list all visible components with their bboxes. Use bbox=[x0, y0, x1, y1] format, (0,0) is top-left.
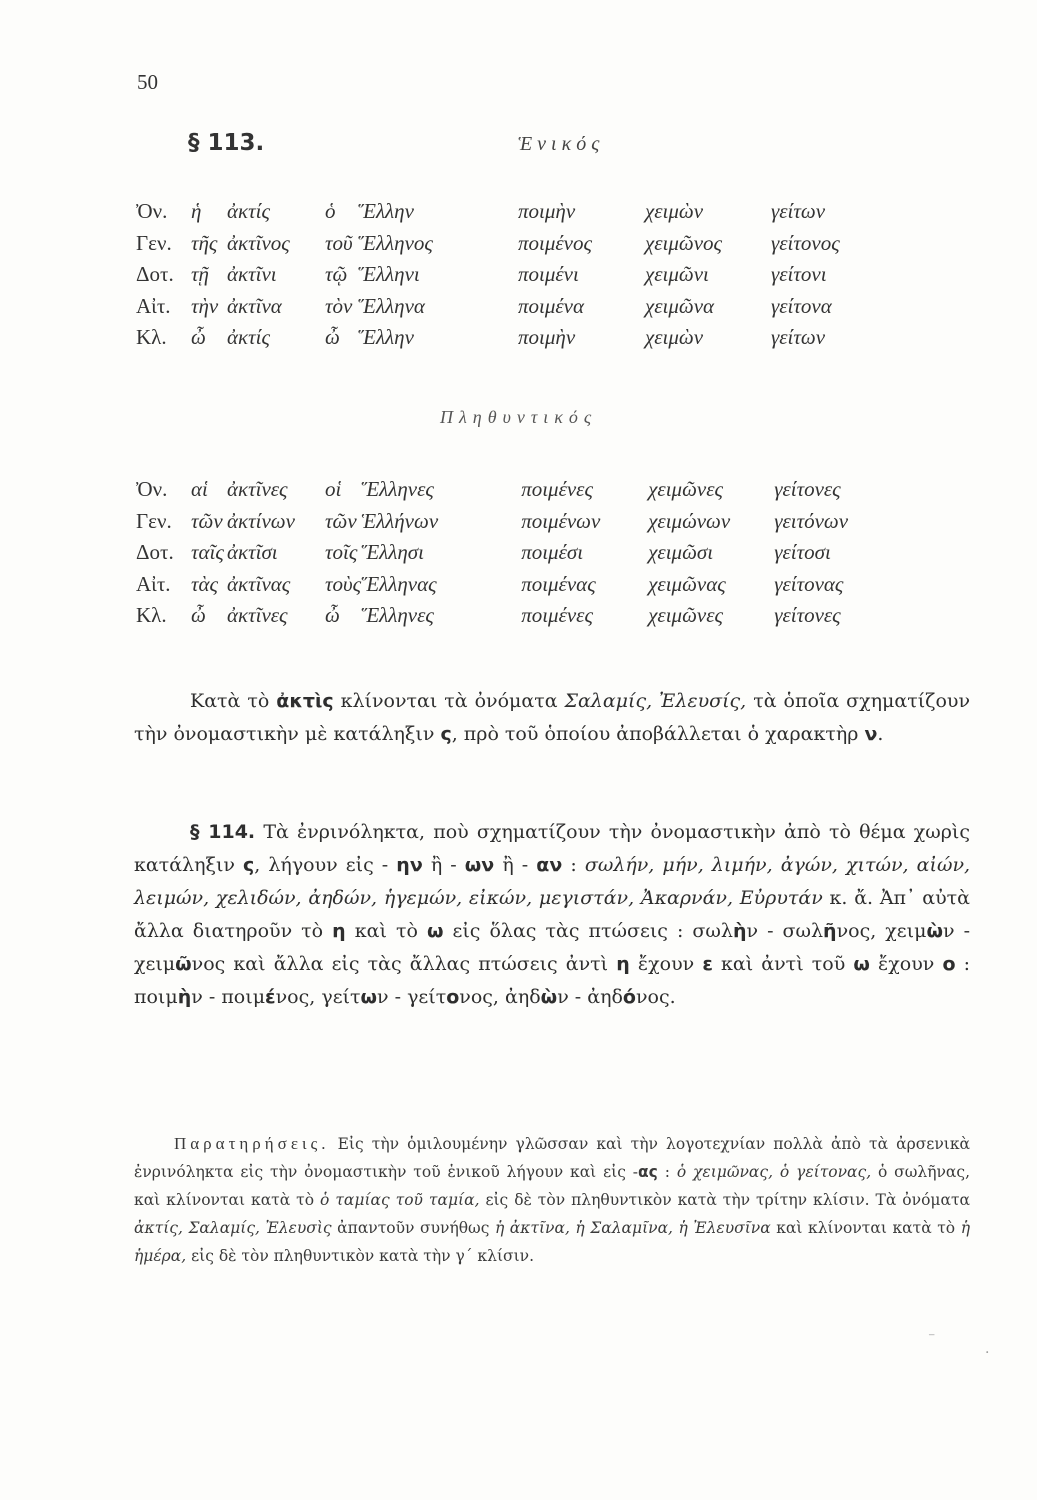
text: εἰς δὲ τὸν πληθυντικὸν κατὰ τὴν γ΄ κλίσιν. bbox=[186, 1247, 535, 1265]
declension-form: ἀκτῖνες bbox=[227, 477, 288, 502]
bold-term: ων bbox=[464, 854, 495, 876]
bold-term: ν bbox=[864, 723, 878, 745]
bold-term: η bbox=[616, 953, 630, 975]
declension-form: ποιμὴν bbox=[518, 199, 576, 224]
declension-form: χειμῶσι bbox=[648, 540, 714, 565]
page-number: 50 bbox=[137, 70, 158, 94]
case-label: Γεν. bbox=[136, 508, 172, 533]
declension-form: ποιμένες bbox=[521, 603, 593, 628]
declension-form: χειμὼν bbox=[645, 325, 704, 350]
declension-form: αἱ bbox=[191, 477, 208, 502]
bold-term: ὼ bbox=[540, 986, 558, 1008]
text: ν - χειμ bbox=[134, 920, 970, 975]
declension-form: χειμῶνι bbox=[645, 262, 709, 287]
text: Εἰς τὴν ὁμιλουμένην γλῶσσαν καὶ τὴν λογοτεχνίαν πολλὰ ἀπὸ τὰ ἀρσενικὰ ἐνρινόληκτα εἰς τὴν ὀνομαστικὴν τοῦ ἑνικοῦ λήγουν καὶ εἰς - bbox=[134, 1135, 970, 1181]
scan-speck: ⁻ bbox=[928, 1330, 936, 1346]
declension-form: Ἑλλήνων bbox=[361, 508, 439, 533]
bold-term: ὴ bbox=[732, 920, 747, 942]
text: νος καὶ ἄλλα εἰς τὰς ἄλλας πτώσεις ἀντὶ bbox=[191, 953, 617, 975]
bold-term: ἀκτὶς bbox=[276, 690, 334, 712]
italic-examples: σωλήν, μήν, λιμήν, ἀγών, χιτών, αἰών, λειμών, χελιδών, ἀηδών, ἡγεμών, εἰκών, μεγιστάν, Ἀκαρνάν, Εὐρυτάν bbox=[134, 854, 971, 909]
text: ἀπαντοῦν συνήθως bbox=[331, 1219, 495, 1237]
text: ἔχουν bbox=[629, 953, 703, 975]
bold-term: ω bbox=[853, 953, 870, 975]
declension-form: ἀκτίς bbox=[227, 325, 270, 350]
bold-term: ω bbox=[426, 920, 444, 942]
case-label: Κλ. bbox=[136, 603, 167, 628]
text: , λήγουν εἰς - bbox=[254, 854, 397, 876]
declension-form: ποιμένος bbox=[518, 230, 593, 255]
declension-form: ἀκτῖνες bbox=[227, 603, 288, 628]
text: κ. ἄ. Ἀπ᾿ αὐτὰ ἄλλα διατηροῦν τὸ bbox=[134, 887, 971, 942]
text: ἢ - bbox=[422, 854, 465, 876]
text: καὶ τὸ bbox=[345, 920, 427, 942]
bold-term: ην bbox=[396, 854, 423, 876]
declension-form: ποιμένων bbox=[521, 508, 601, 533]
italic-examples: ὁ χειμῶνας, ὁ γείτονας, bbox=[676, 1163, 872, 1181]
text: καὶ ἀντὶ τοῦ bbox=[712, 953, 854, 975]
declension-form: ἡ bbox=[191, 199, 202, 224]
declension-form: οἱ bbox=[325, 477, 342, 502]
bold-term: έ bbox=[265, 986, 276, 1008]
bold-term: ῆ bbox=[823, 920, 837, 942]
section-number: § 113. bbox=[188, 130, 265, 156]
text: νος, χειμ bbox=[836, 920, 927, 942]
italic-examples: ὁ ταμίας τοῦ ταμία, bbox=[320, 1191, 480, 1209]
bold-term: ω bbox=[360, 986, 378, 1008]
text: , πρὸ τοῦ ὁποίου ἀποβάλλεται ὁ χαρακτὴρ bbox=[451, 723, 865, 745]
singular-declension-table bbox=[136, 196, 891, 354]
text: ἔχουν bbox=[869, 953, 943, 975]
declension-form: γείτων bbox=[771, 199, 826, 224]
section-number-114: § 114. bbox=[190, 821, 256, 843]
declension-form: τοῖς bbox=[325, 540, 358, 565]
declension-form: ὦ bbox=[325, 325, 340, 350]
case-label: Ὀν. bbox=[136, 199, 168, 224]
bold-term: ο bbox=[446, 986, 460, 1008]
case-label: Αἰτ. bbox=[136, 571, 171, 596]
declension-form: γείτονος bbox=[771, 230, 840, 255]
text: νος, ἀηδ bbox=[459, 986, 541, 1008]
text: : ποιμ bbox=[134, 953, 971, 1008]
declension-form: γείτονες bbox=[774, 477, 841, 502]
declension-form: τῷ bbox=[325, 262, 348, 287]
italic-examples: ἡ ἡμέρα, bbox=[134, 1219, 970, 1265]
declension-form: Ἕλλην bbox=[358, 325, 414, 350]
declension-form: ἀκτίνων bbox=[227, 508, 295, 533]
case-label: Ὀν. bbox=[136, 477, 168, 502]
declension-form: γείτων bbox=[771, 325, 826, 350]
case-label: Κλ. bbox=[136, 325, 167, 350]
declension-row bbox=[136, 600, 894, 632]
declension-form: τῶν bbox=[325, 508, 357, 533]
text: Κατὰ τὸ bbox=[190, 690, 277, 712]
declension-form: ποιμένι bbox=[518, 262, 579, 287]
declension-form: χειμώνων bbox=[648, 508, 731, 533]
declension-form: τῆς bbox=[191, 230, 218, 255]
declension-form: ὦ bbox=[325, 603, 340, 628]
declension-form: γείτονι bbox=[771, 262, 827, 287]
declension-form: γειτόνων bbox=[774, 508, 849, 533]
declension-form: τὴν bbox=[191, 293, 219, 318]
text: κλίνονται τὰ ὀνόματα bbox=[333, 690, 565, 712]
declension-form: χειμῶνα bbox=[645, 293, 715, 318]
text: : bbox=[657, 1163, 677, 1181]
declension-row bbox=[136, 259, 891, 291]
declension-form: γείτονες bbox=[774, 603, 841, 628]
text: ἢ - bbox=[494, 854, 537, 876]
declension-form: ὦ bbox=[191, 603, 206, 628]
bold-term: ε bbox=[702, 953, 713, 975]
declension-form: ἀκτῖνος bbox=[227, 230, 290, 255]
declension-form: γείτονα bbox=[771, 293, 832, 318]
declension-form: Ἕλλην bbox=[358, 199, 414, 224]
declension-row bbox=[136, 228, 891, 260]
declension-form: Ἕλληνα bbox=[358, 293, 425, 318]
notes-paragraph bbox=[134, 1130, 970, 1270]
singular-title: Ἑνικός bbox=[518, 133, 605, 155]
declension-form: τὰς bbox=[191, 571, 219, 596]
plural-title: Πληθυντικός bbox=[440, 407, 598, 427]
declension-form: ὦ bbox=[191, 325, 206, 350]
declension-form: τὸν bbox=[325, 293, 353, 318]
italic-examples: ἡ ἀκτῖνα, ἡ Σαλαμῖνα, ἡ Ἐλευσῖνα bbox=[494, 1219, 771, 1237]
bold-term: αν bbox=[536, 854, 563, 876]
scan-speck: · bbox=[985, 1345, 990, 1361]
italic-examples: Σαλαμίς, Ἐλευσίς, bbox=[564, 690, 747, 712]
declension-form: ἀκτίς bbox=[227, 199, 270, 224]
text: ν - ἀηδ bbox=[557, 986, 623, 1008]
declension-form: Ἕλληνας bbox=[361, 571, 437, 596]
text: εἰς ὅλας τὰς πτώσεις : σωλ bbox=[443, 920, 733, 942]
declension-form: ἀκτῖνα bbox=[227, 293, 282, 318]
declension-form: ἀκτῖνι bbox=[227, 262, 277, 287]
text: καὶ κλίνονται κατὰ τὸ bbox=[770, 1219, 961, 1237]
paragraph-aktis bbox=[134, 685, 970, 751]
declension-row bbox=[136, 506, 894, 538]
declension-form: ἀκτῖνας bbox=[227, 571, 291, 596]
bold-term: ὼ bbox=[926, 920, 943, 942]
declension-form: γείτοσι bbox=[774, 540, 831, 565]
declension-form: Ἕλλησι bbox=[361, 540, 424, 565]
text: ν - σωλ bbox=[746, 920, 824, 942]
declension-form: ποιμὴν bbox=[518, 325, 576, 350]
declension-form: γείτονας bbox=[774, 571, 844, 596]
declension-form: χειμῶνες bbox=[648, 603, 724, 628]
case-label: Δοτ. bbox=[136, 262, 174, 287]
plural-table-body bbox=[136, 474, 894, 632]
declension-row bbox=[136, 474, 894, 506]
paragraph-114 bbox=[134, 816, 970, 1014]
bold-term: ο bbox=[942, 953, 956, 975]
bold-term: ς bbox=[440, 723, 452, 745]
declension-row bbox=[136, 537, 894, 569]
bold-term: ῶ bbox=[175, 953, 192, 975]
section-header bbox=[188, 128, 888, 168]
bold-term: ς bbox=[243, 854, 255, 876]
notes-label: Παρατηρήσεις. bbox=[174, 1134, 330, 1153]
bold-term: ό bbox=[622, 986, 636, 1008]
declension-form: Ἕλληνες bbox=[361, 477, 434, 502]
text: ν - ποιμ bbox=[191, 986, 266, 1008]
case-label: Αἰτ. bbox=[136, 293, 171, 318]
declension-row bbox=[136, 569, 894, 601]
declension-row bbox=[136, 291, 891, 323]
case-label: Γεν. bbox=[136, 230, 172, 255]
text: ὁ σωλῆνας, καὶ κλίνονται κατὰ τὸ bbox=[134, 1163, 971, 1209]
text: νος. bbox=[635, 986, 676, 1008]
case-label: Δοτ. bbox=[136, 540, 174, 565]
plural-declension-table bbox=[136, 474, 894, 632]
declension-form: ταῖς bbox=[191, 540, 224, 565]
declension-form: τῶν bbox=[191, 508, 223, 533]
declension-form: χειμῶνας bbox=[648, 571, 726, 596]
declension-form: ποιμένας bbox=[521, 571, 596, 596]
text: : bbox=[562, 854, 585, 876]
declension-form: ποιμένες bbox=[521, 477, 593, 502]
text: εἰς δὲ τὸν πληθυντικὸν κατὰ τὴν τρίτην κλίσιν. Τὰ ὀνόματα bbox=[479, 1191, 970, 1209]
declension-form: ἀκτῖσι bbox=[227, 540, 278, 565]
declension-form: Ἕλληνος bbox=[358, 230, 433, 255]
declension-form: ὁ bbox=[325, 199, 336, 224]
singular-table-body bbox=[136, 196, 891, 354]
declension-form: τοῦ bbox=[325, 230, 353, 255]
text: . bbox=[877, 723, 884, 745]
text: νος, γείτ bbox=[275, 986, 361, 1008]
declension-form: τῇ bbox=[191, 262, 209, 287]
declension-row bbox=[136, 196, 891, 228]
declension-form: χειμῶνες bbox=[648, 477, 724, 502]
declension-form: χειμῶνος bbox=[645, 230, 723, 255]
italic-examples: ἀκτίς, Σαλαμίς, Ἐλευσὶς bbox=[134, 1219, 332, 1237]
text: ν - γείτ bbox=[377, 986, 447, 1008]
declension-form: ποιμέσι bbox=[521, 540, 584, 565]
bold-term: ας bbox=[638, 1163, 658, 1181]
declension-form: ποιμένα bbox=[518, 293, 585, 318]
declension-form: τοὺς bbox=[325, 571, 362, 596]
declension-form: Ἕλληνι bbox=[358, 262, 420, 287]
bold-term: ὴ bbox=[177, 986, 192, 1008]
bold-term: η bbox=[332, 920, 346, 942]
declension-form: χειμὼν bbox=[645, 199, 704, 224]
text: τὰ ὁποῖα σχηματίζουν τὴν ὀνομαστικὴν μὲ κατάληξιν bbox=[134, 690, 970, 745]
text: Τὰ ἐνρινόληκτα, ποὺ σχηματίζουν τὴν ὀνομαστικὴν ἀπὸ τὸ θέμα χωρὶς κατάληξιν bbox=[134, 821, 970, 876]
declension-row bbox=[136, 322, 891, 354]
declension-form: Ἕλληνες bbox=[361, 603, 434, 628]
